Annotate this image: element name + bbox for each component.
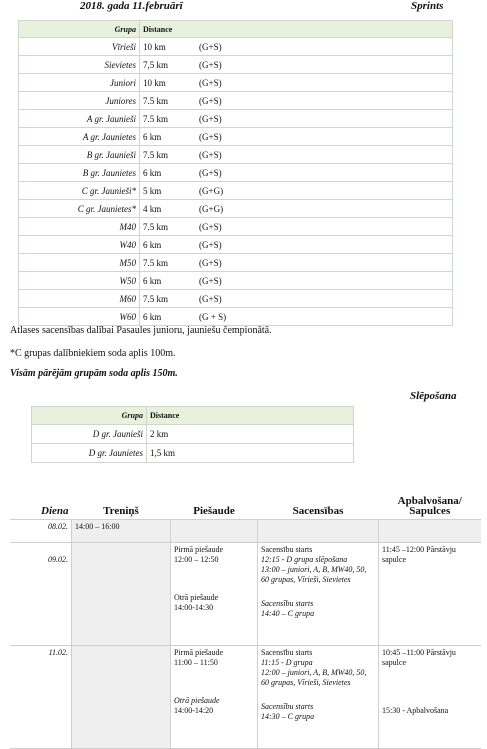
group-cell: A gr. Jaunietes xyxy=(19,128,140,146)
row-training: 14:00 – 16:00 xyxy=(72,520,171,543)
row-piesaude xyxy=(171,543,258,646)
group-cell: W60 xyxy=(19,308,140,326)
distance-header: Distance xyxy=(140,21,453,38)
group-header: Grupa xyxy=(19,21,140,38)
piesaude-first-time: 12:00 – 12:50 xyxy=(174,555,219,564)
group-cell: C gr. Jaunietes* xyxy=(19,200,140,218)
table-row xyxy=(32,425,354,444)
col-piesaude: Piešaude xyxy=(171,488,258,520)
distance-km: 6 km xyxy=(143,239,162,250)
sac-start-label-2: Sacensību starts xyxy=(261,599,314,608)
schedule-row-0902 xyxy=(10,543,481,646)
distance-mode: (G+S) xyxy=(199,257,222,268)
row-sacensibas xyxy=(258,543,379,646)
group-cell: A gr. Jaunieši xyxy=(19,110,140,128)
group-cell: W40 xyxy=(19,236,140,254)
distance-km: 7.5 km xyxy=(143,149,169,160)
table-row xyxy=(19,182,453,200)
group-cell: D gr. Jaunieši xyxy=(32,425,147,444)
distance-km: 7.5 km xyxy=(143,257,169,268)
schedule-row-1102 xyxy=(10,646,481,749)
distance-mode: (G+S) xyxy=(199,59,222,70)
distance-cell xyxy=(140,182,453,200)
distance-mode: (G+G) xyxy=(199,203,224,214)
distance-mode: (G+S) xyxy=(199,77,222,88)
row-training xyxy=(72,543,171,646)
row-apbalvosana xyxy=(379,646,482,749)
distance-mode: (G+S) xyxy=(199,131,222,142)
distance-mode: (G+G) xyxy=(199,185,224,196)
distance-km: 2 km xyxy=(150,429,169,439)
distance-cell xyxy=(140,200,453,218)
row-day: 11.02. xyxy=(48,648,68,657)
distance-mode: (G+S) xyxy=(199,41,222,52)
table-row xyxy=(19,308,453,326)
table-row xyxy=(19,218,453,236)
distance-km: 6 km xyxy=(143,311,162,322)
group-cell: M60 xyxy=(19,290,140,308)
distance-mode: (G+S) xyxy=(199,95,222,106)
schedule-header xyxy=(10,488,481,520)
group-cell: Vīrieši xyxy=(19,38,140,56)
col-day: Diena xyxy=(10,488,72,520)
distance-km: 7.5 km xyxy=(143,221,169,232)
schedule-row-0802 xyxy=(10,520,481,543)
distance-cell xyxy=(140,110,453,128)
sac-time-c: 14:30 – C grupa xyxy=(261,712,315,721)
group-header: Grupa xyxy=(32,407,147,425)
table-row xyxy=(19,56,453,74)
piesaude-first-time: 11:00 – 11:50 xyxy=(174,658,218,667)
note-penalty-others: Visām pārējām grupām soda aplis 150m. xyxy=(10,368,178,379)
distance-km: 10 km xyxy=(143,41,166,52)
table-row xyxy=(19,146,453,164)
sprint-title: Sprints xyxy=(411,0,444,12)
group-cell: Juniores xyxy=(19,92,140,110)
sac-start-label-2: Sacensību starts xyxy=(261,702,314,711)
piesaude-first-label: Pirmā piešaude xyxy=(174,648,224,657)
sac-time-main: 13:00 – juniori, A, B, MW40, 50, 60 grupas, Vīrieši, Sievietes xyxy=(261,565,367,584)
sac-start-label: Sacensību starts xyxy=(261,545,313,554)
distance-km: 5 km xyxy=(143,185,162,196)
piesaude-second-time: 14:00-14:30 xyxy=(174,603,214,612)
piesaude-second-label: Otrā piešaude xyxy=(174,593,219,602)
piesaude-first-label: Pirmā piešaude xyxy=(174,545,224,554)
distance-cell xyxy=(140,38,453,56)
sac-time-main: 12:00 – juniori, A, B, MW40, 50, 60 grupas, Vīrieši, Sievietes xyxy=(261,668,367,687)
apb-awards: 15:30 - Apbalvošana xyxy=(382,706,449,715)
distance-mode: (G + S) xyxy=(199,311,227,322)
row-day: 09.02. xyxy=(48,555,68,564)
pursuit-table xyxy=(31,406,354,463)
table-row xyxy=(19,164,453,182)
col-apbalvosana: Apbalvošana/ Sapulces xyxy=(379,488,482,520)
distance-km: 10 km xyxy=(143,77,166,88)
distance-mode: (G+S) xyxy=(199,293,222,304)
note-c-penalty: *C grupas dalībniekiem soda aplis 100m. xyxy=(10,348,176,359)
distance-cell xyxy=(147,444,354,463)
apb-meeting: 11:45 –12:00 Pārstāvju sapulce xyxy=(382,545,456,564)
distance-cell xyxy=(140,74,453,92)
note-selection: Atlases sacensības dalībai Pasaules junioru, jauniešu čempionātā. xyxy=(10,325,272,336)
table-row xyxy=(19,254,453,272)
col-sacensibas: Sacensības xyxy=(258,488,379,520)
sac-time-d: 11:15 - D grupa xyxy=(261,658,313,667)
distance-mode: (G+S) xyxy=(199,167,222,178)
distance-km: 6 km xyxy=(143,275,162,286)
sprint-table xyxy=(18,20,453,326)
group-cell: C gr. Jaunieši* xyxy=(19,182,140,200)
row-piesaude xyxy=(171,646,258,749)
group-cell: B gr. Jaunietes xyxy=(19,164,140,182)
table-row xyxy=(19,290,453,308)
distance-cell xyxy=(140,254,453,272)
distance-cell xyxy=(140,92,453,110)
table-row xyxy=(19,272,453,290)
distance-km: 1,5 km xyxy=(150,448,176,458)
sac-time-d: 12:15 - D grupa slēpošana xyxy=(261,555,348,564)
apb-meeting: 10:45 –11:00 Pārstāvju sapulce xyxy=(382,648,456,667)
row-sacensibas xyxy=(258,646,379,749)
row-training xyxy=(72,646,171,749)
row-sacensibas xyxy=(258,520,379,543)
distance-cell xyxy=(140,146,453,164)
distance-km: 4 km xyxy=(143,203,162,214)
table-header xyxy=(19,21,453,38)
distance-mode: (G+S) xyxy=(199,221,222,232)
distance-mode: (G+S) xyxy=(199,275,222,286)
distance-cell xyxy=(140,236,453,254)
table-row xyxy=(19,128,453,146)
distance-cell xyxy=(140,218,453,236)
sac-time-c: 14:40 – C grupa xyxy=(261,609,315,618)
row-day: 08.02. xyxy=(10,520,72,543)
table-header xyxy=(32,407,354,425)
distance-km: 6 km xyxy=(143,131,162,142)
distance-cell xyxy=(140,308,453,326)
table-row xyxy=(32,444,354,463)
distance-cell xyxy=(140,290,453,308)
table-row xyxy=(19,236,453,254)
row-piesaude xyxy=(171,520,258,543)
group-cell: D gr. Jaunietes xyxy=(32,444,147,463)
document-date: 2018. gada 11.februārī xyxy=(80,0,183,12)
distance-cell xyxy=(147,425,354,444)
distance-km: 7,5 km xyxy=(143,59,169,70)
distance-mode: (G+S) xyxy=(199,239,222,250)
distance-cell xyxy=(140,164,453,182)
distance-km: 6 km xyxy=(143,167,162,178)
row-apbalvosana xyxy=(379,543,482,646)
group-cell: Juniori xyxy=(19,74,140,92)
group-cell: M50 xyxy=(19,254,140,272)
piesaude-second-label: Otrā piešaude xyxy=(174,696,220,705)
table-row xyxy=(19,110,453,128)
distance-km: 7.5 km xyxy=(143,113,169,124)
row-apbalvosana xyxy=(379,520,482,543)
group-cell: W50 xyxy=(19,272,140,290)
pursuit-title: Slēpošana xyxy=(410,390,457,402)
distance-header: Distance xyxy=(147,407,354,425)
distance-mode: (G+S) xyxy=(199,149,222,160)
group-cell: Sievietes xyxy=(19,56,140,74)
group-cell: B gr. Jaunieši xyxy=(19,146,140,164)
distance-cell xyxy=(140,128,453,146)
group-cell: M40 xyxy=(19,218,140,236)
table-row xyxy=(19,74,453,92)
schedule-table xyxy=(10,488,481,749)
distance-km: 7.5 km xyxy=(143,293,169,304)
table-row xyxy=(19,200,453,218)
col-training: Treniņš xyxy=(72,488,171,520)
piesaude-second-time: 14:00-14:20 xyxy=(174,706,214,715)
table-row xyxy=(19,92,453,110)
distance-cell xyxy=(140,272,453,290)
distance-km: 7.5 km xyxy=(143,95,169,106)
table-row xyxy=(19,38,453,56)
distance-cell xyxy=(140,56,453,74)
sac-start-label: Sacensību starts xyxy=(261,648,313,657)
distance-mode: (G+S) xyxy=(199,113,222,124)
